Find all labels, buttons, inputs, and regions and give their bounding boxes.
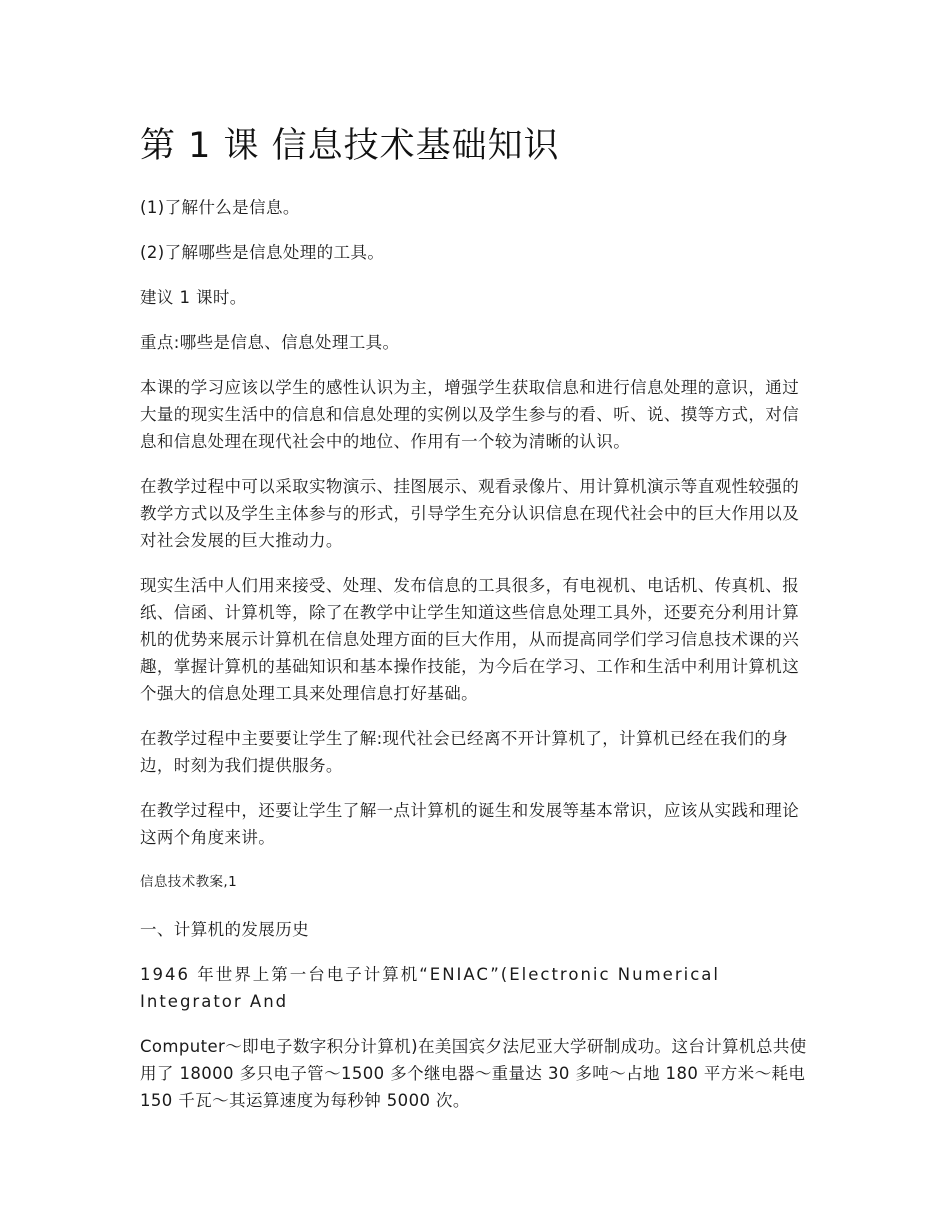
objective-1: (1)了解什么是信息。 bbox=[140, 198, 300, 217]
body-paragraph-1: 本课的学习应该以学生的感性认识为主，增强学生获取信息和进行信息处理的意识，通过大量的现实生活中的信息和信息处理的实例以及学生参与的看、听、说、摸等方式，对信息和信息处理在现代社会中的地位、作用有一个较为清晰的认识。 bbox=[140, 378, 800, 451]
body-paragraph-4: 在教学过程中主要要让学生了解:现代社会已经离不开计算机了，计算机已经在我们的身边，时刻为我们提供服务。 bbox=[140, 729, 789, 775]
section-heading: 一、计算机的发展历史 bbox=[140, 920, 309, 939]
eniac-details: Computer～即电子数字积分计算机)在美国宾夕法尼亚大学研制成功。这台计算机总共使用了 18000 多只电子管～1500 多个继电器～重量达 30 多吨～占地 180 平方米～耗电 150 千瓦～其运算速度为每秒钟 5000 次。 bbox=[140, 1037, 807, 1110]
body-paragraph-5: 在教学过程中，还要让学生了解一点计算机的诞生和发展等基本常识，应该从实践和理论这两个角度来讲。 bbox=[140, 801, 800, 847]
objective-2: (2)了解哪些是信息处理的工具。 bbox=[140, 243, 385, 262]
body-paragraph-2: 在教学过程中可以采取实物演示、挂图展示、观看录像片、用计算机演示等直观性较强的教学方式以及学生主体参与的形式，引导学生充分认识信息在现代社会中的巨大作用以及对社会发展的巨大推动力。 bbox=[140, 477, 800, 550]
eniac-intro: 1946 年世界上第一台电子计算机“ENIAC”(Electronic Numerical Integrator And bbox=[140, 965, 720, 1011]
document-page bbox=[140, 120, 812, 1132]
page-label: 信息技术教案,1 bbox=[140, 874, 238, 890]
body-paragraph-3: 现实生活中人们用来接受、处理、发布信息的工具很多，有电视机、电话机、传真机、报纸、信函、计算机等，除了在教学中让学生知道这些信息处理工具外，还要充分利用计算机的优势来展示计算机在信息处理方面的巨大作用，从而提高同学们学习信息技术课的兴趣，掌握计算机的基础知识和基本操作技能，为今后在学习、工作和生活中利用计算机这个强大的信息处理工具来处理信息打好基础。 bbox=[140, 576, 800, 703]
lesson-title: 第 1 课 信息技术基础知识 bbox=[140, 126, 560, 166]
key-points: 重点:哪些是信息、信息处理工具。 bbox=[140, 333, 400, 352]
suggested-hours: 建议 1 课时。 bbox=[140, 288, 247, 307]
